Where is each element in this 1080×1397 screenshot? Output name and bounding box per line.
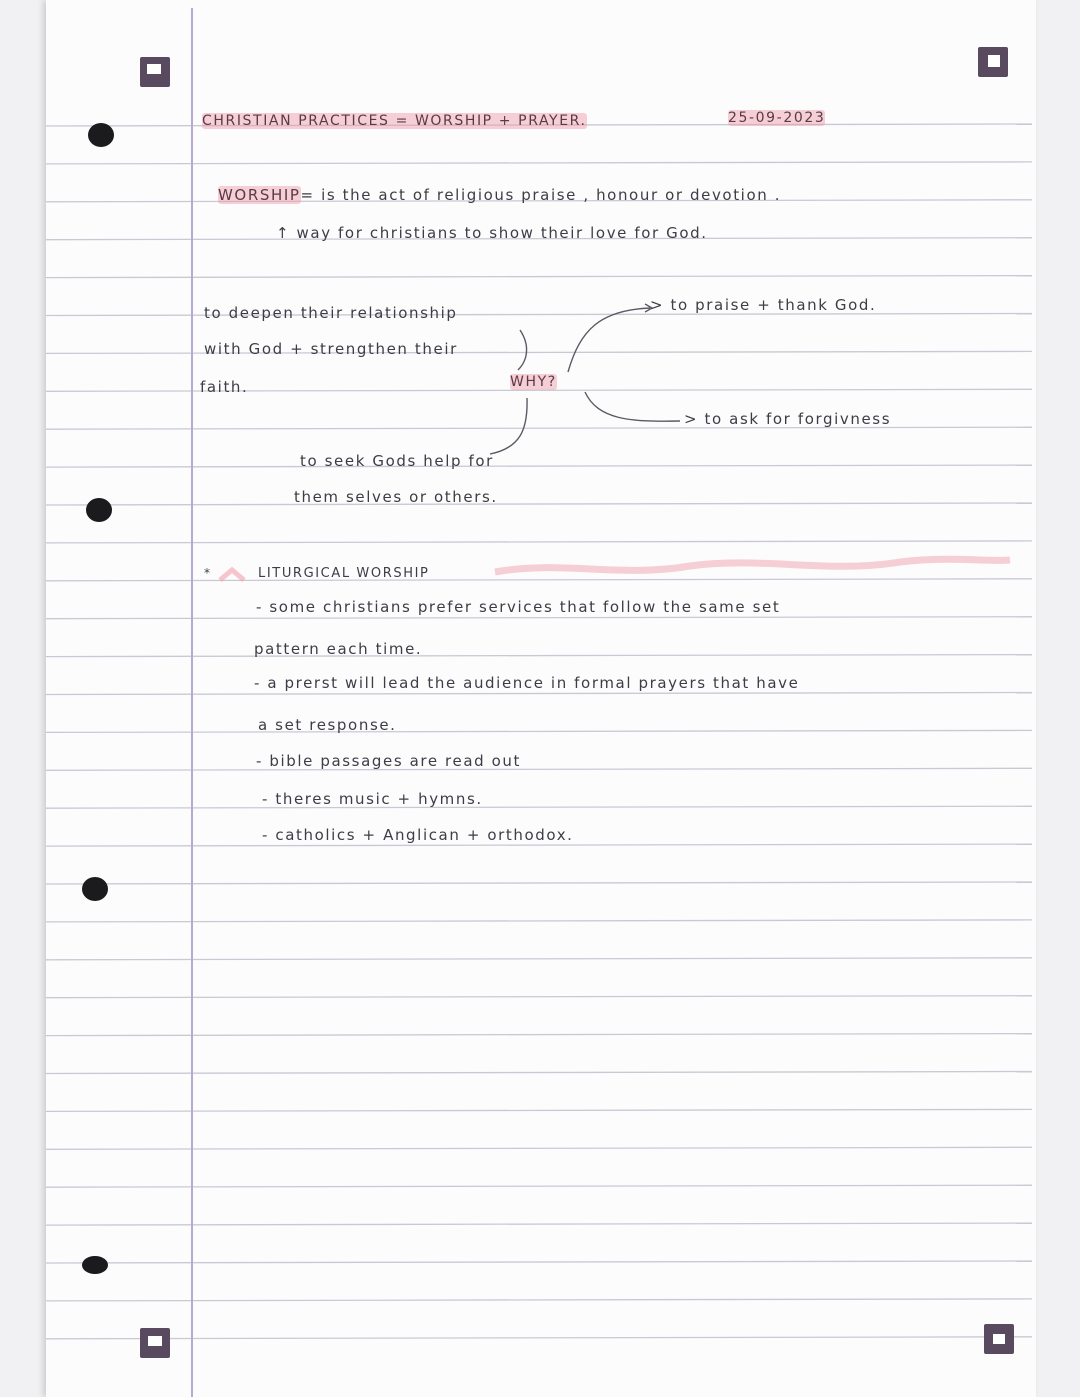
rule-line [46,503,1032,505]
arrow-up-icon: ↑ [276,224,291,242]
page-date: 25-09-2023 [728,110,826,126]
bullet-point: - catholics + Anglican + orthodox. [262,826,574,844]
reason-item: > to praise + thank God. [650,296,877,314]
scan-marker-icon [140,1328,170,1358]
reason-item: to seek Gods help for [300,452,494,470]
why-map-center: WHY? [510,374,557,390]
rule-line [46,958,1032,960]
bullet-point: - theres music + hymns. [262,790,483,808]
rule-line [46,1261,1032,1263]
definition-note: way for christians to show their love for God. [296,224,708,242]
rule-line [46,1109,1032,1111]
rule-line [46,730,1032,732]
definition-line [218,186,781,204]
reason-item: them selves or others. [294,488,498,506]
rule-line [46,768,1032,770]
star-icon: * [204,566,212,580]
scan-marker-icon [978,47,1008,77]
rule-line [46,617,1032,619]
rule-line [46,276,1032,278]
rule-line [46,541,1032,543]
rule-line [46,996,1032,998]
reason-item: to deepen their relationship [204,304,458,322]
binder-hole [82,1256,108,1274]
reason-item: faith. [200,378,249,396]
rule-line [46,844,1032,846]
rule-line [46,465,1032,467]
section-heading: LITURGICAL WORSHIP [258,566,430,581]
definition-note-line [276,224,708,242]
rule-line [46,1337,1032,1339]
bullet-point: a set response. [258,716,397,734]
rule-line [46,655,1032,657]
reason-item: with God + strengthen their [204,340,458,358]
rule-line [46,1147,1032,1149]
rule-line [46,1185,1032,1187]
bullet-point: pattern each time. [254,640,423,658]
rule-line [46,162,1032,164]
scan-marker-icon [140,57,170,87]
rule-line [46,579,1032,581]
binder-hole [88,123,114,147]
definition-term: WORSHIP [218,186,301,204]
rule-line [46,920,1032,922]
rule-line [46,314,1032,316]
rule-line [46,882,1032,884]
binder-hole [82,877,108,901]
rule-line [46,693,1032,695]
rule-line [46,1223,1032,1225]
bullet-point: - a prerst will lead the audience in formal prayers that have [254,674,800,692]
page-title: CHRISTIAN PRACTICES = WORSHIP + PRAYER. [202,113,587,129]
reason-item: > to ask for forgivness [684,410,892,428]
rule-line [46,1299,1032,1301]
binder-hole [86,498,112,522]
scan-marker-icon [984,1324,1014,1354]
rule-line [46,806,1032,808]
heading-underline-wave [495,559,1010,572]
definition-text: = is the act of religious praise , honour or devotion . [300,186,782,204]
bullet-point: - bible passages are read out [256,752,521,770]
rule-line [46,1072,1032,1074]
rule-line [46,1034,1032,1036]
rule-line [46,351,1032,353]
bullet-point: - some christians prefer services that follow the same set [256,598,781,616]
